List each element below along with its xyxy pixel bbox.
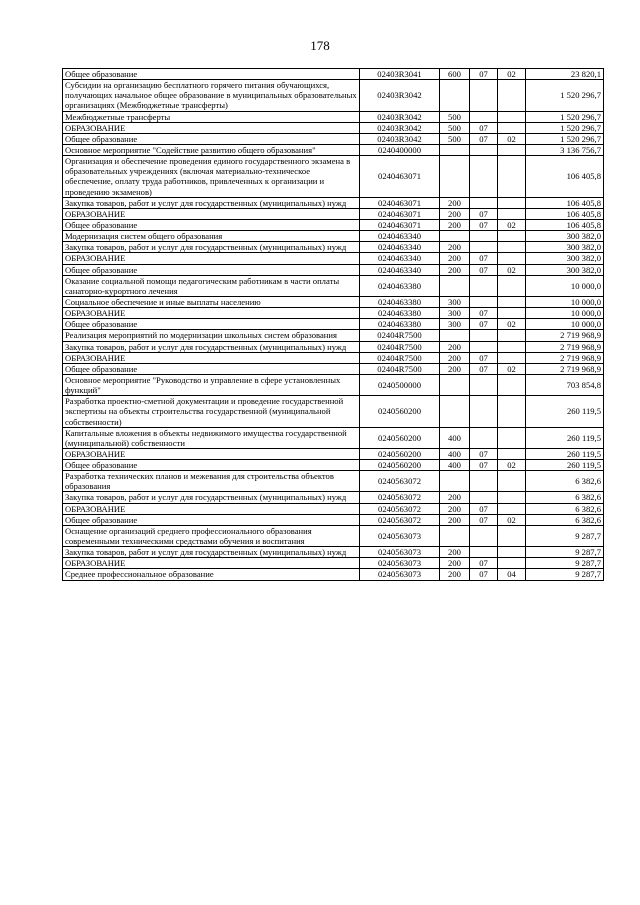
row-name: Общее образование: [63, 460, 360, 471]
amount: 2 719 968,9: [526, 352, 604, 363]
row-name: Реализация мероприятий по модернизации школьных систем образования: [63, 330, 360, 341]
row-name: Основное мероприятие "Содействие развитию общего образования": [63, 144, 360, 155]
table-row: [63, 525, 604, 546]
subsection-code: 02: [498, 319, 526, 330]
expense-group: [440, 396, 470, 427]
row-name: Организация и обеспечение проведения единого государственного экзамена в образовательных учреждениях (включая материально-техническое обеспечение, оплату труда работников, привлеченных к организации и проведению экзаменов): [63, 156, 360, 198]
target-code: 0240563072: [360, 492, 440, 503]
subsection-code: 02: [498, 219, 526, 230]
expense-group: 500: [440, 133, 470, 144]
row-name: Общее образование: [63, 363, 360, 374]
section-code: [470, 427, 498, 448]
table-row: [63, 253, 604, 264]
subsection-code: [498, 352, 526, 363]
table-row: [63, 69, 604, 80]
amount: 2 719 968,9: [526, 341, 604, 352]
subsection-code: 02: [498, 363, 526, 374]
expense-group: [440, 144, 470, 155]
table-row: [63, 197, 604, 208]
subsection-code: 02: [498, 133, 526, 144]
section-code: [470, 341, 498, 352]
row-name: Оказание социальной помощи педагогическим работникам в части оплаты санаторно-курортного лечения: [63, 275, 360, 296]
amount: 106 405,8: [526, 208, 604, 219]
table-row: [63, 133, 604, 144]
subsection-code: [498, 448, 526, 459]
subsection-code: [498, 197, 526, 208]
table-row: [63, 374, 604, 395]
table-row: [63, 122, 604, 133]
table-row: [63, 275, 604, 296]
expense-group: [440, 525, 470, 546]
subsection-code: [498, 547, 526, 558]
row-name: Общее образование: [63, 319, 360, 330]
amount: 300 382,0: [526, 242, 604, 253]
section-code: [470, 144, 498, 155]
row-name: Среднее профессиональное образование: [63, 569, 360, 580]
expense-group: 200: [440, 253, 470, 264]
subsection-code: [498, 208, 526, 219]
section-code: 07: [470, 122, 498, 133]
amount: 9 287,7: [526, 558, 604, 569]
target-code: 0240560200: [360, 396, 440, 427]
row-name: Закупка товаров, работ и услуг для государственных (муниципальных) нужд: [63, 341, 360, 352]
subsection-code: 02: [498, 264, 526, 275]
amount: 23 820,1: [526, 69, 604, 80]
row-name: Закупка товаров, работ и услуг для государственных (муниципальных) нужд: [63, 492, 360, 503]
amount: 260 119,5: [526, 460, 604, 471]
target-code: 0240463340: [360, 264, 440, 275]
table-row: [63, 569, 604, 580]
section-code: 07: [470, 133, 498, 144]
section-code: 07: [470, 219, 498, 230]
subsection-code: [498, 308, 526, 319]
table-row: [63, 363, 604, 374]
target-code: 0240563072: [360, 514, 440, 525]
row-name: Закупка товаров, работ и услуг для государственных (муниципальных) нужд: [63, 197, 360, 208]
expense-group: [440, 156, 470, 198]
table-row: [63, 558, 604, 569]
target-code: 0240463340: [360, 242, 440, 253]
row-name: ОБРАЗОВАНИЕ: [63, 122, 360, 133]
table-row: [63, 352, 604, 363]
expense-group: 200: [440, 503, 470, 514]
table-row: [63, 460, 604, 471]
expense-group: 200: [440, 208, 470, 219]
target-code: 0240463380: [360, 296, 440, 307]
amount: 106 405,8: [526, 156, 604, 198]
section-code: 07: [470, 569, 498, 580]
section-code: 07: [470, 319, 498, 330]
amount: 6 382,6: [526, 514, 604, 525]
section-code: [470, 492, 498, 503]
table-row: [63, 471, 604, 492]
row-name: ОБРАЗОВАНИЕ: [63, 503, 360, 514]
amount: 1 520 296,7: [526, 80, 604, 111]
amount: 1 520 296,7: [526, 133, 604, 144]
amount: 2 719 968,9: [526, 363, 604, 374]
target-code: 0240463071: [360, 197, 440, 208]
row-name: Общее образование: [63, 514, 360, 525]
section-code: 07: [470, 448, 498, 459]
target-code: 0240563073: [360, 547, 440, 558]
section-code: [470, 471, 498, 492]
target-code: 02404R7500: [360, 363, 440, 374]
subsection-code: [498, 242, 526, 253]
row-name: Межбюджетные трансферты: [63, 111, 360, 122]
expense-group: 500: [440, 111, 470, 122]
amount: 3 136 756,7: [526, 144, 604, 155]
amount: 2 719 968,9: [526, 330, 604, 341]
target-code: 0240400000: [360, 144, 440, 155]
section-code: 07: [470, 503, 498, 514]
expense-group: [440, 330, 470, 341]
row-name: Оснащение организаций среднего профессионального образования современными техническими средствами обучения и воспитания: [63, 525, 360, 546]
table-row: [63, 242, 604, 253]
table-row: [63, 308, 604, 319]
row-name: ОБРАЗОВАНИЕ: [63, 208, 360, 219]
target-code: 02404R7500: [360, 330, 440, 341]
table-row: [63, 547, 604, 558]
target-code: 0240560200: [360, 427, 440, 448]
expense-group: 600: [440, 69, 470, 80]
table-row: [63, 492, 604, 503]
subsection-code: 02: [498, 514, 526, 525]
table-row: [63, 341, 604, 352]
expense-group: 200: [440, 197, 470, 208]
page-number: 178: [310, 38, 330, 53]
amount: 300 382,0: [526, 231, 604, 242]
subsection-code: 04: [498, 569, 526, 580]
section-code: 07: [470, 253, 498, 264]
amount: 260 119,5: [526, 427, 604, 448]
subsection-code: 02: [498, 69, 526, 80]
target-code: 0240463071: [360, 219, 440, 230]
table-row: [63, 396, 604, 427]
section-code: [470, 242, 498, 253]
row-name: Социальное обеспечение и иные выплаты населению: [63, 296, 360, 307]
row-name: ОБРАЗОВАНИЕ: [63, 253, 360, 264]
section-code: [470, 296, 498, 307]
expense-group: 200: [440, 514, 470, 525]
subsection-code: [498, 374, 526, 395]
target-code: 0240463340: [360, 253, 440, 264]
subsection-code: [498, 111, 526, 122]
row-name: ОБРАЗОВАНИЕ: [63, 558, 360, 569]
expense-group: 200: [440, 242, 470, 253]
target-code: 0240560200: [360, 448, 440, 459]
target-code: 0240563072: [360, 471, 440, 492]
subsection-code: [498, 231, 526, 242]
section-code: 07: [470, 208, 498, 219]
table-row: [63, 264, 604, 275]
section-code: [470, 374, 498, 395]
section-code: [470, 156, 498, 198]
row-name: ОБРАЗОВАНИЕ: [63, 448, 360, 459]
subsection-code: [498, 503, 526, 514]
subsection-code: [498, 525, 526, 546]
amount: 106 405,8: [526, 197, 604, 208]
subsection-code: [498, 558, 526, 569]
expense-group: [440, 231, 470, 242]
table-row: [63, 503, 604, 514]
expense-group: 200: [440, 264, 470, 275]
section-code: 07: [470, 352, 498, 363]
subsection-code: [498, 253, 526, 264]
section-code: 07: [470, 69, 498, 80]
target-code: 0240463071: [360, 208, 440, 219]
table-row: [63, 156, 604, 198]
expense-group: 200: [440, 492, 470, 503]
subsection-code: [498, 156, 526, 198]
table-row: [63, 330, 604, 341]
target-code: 02404R7500: [360, 341, 440, 352]
target-code: 0240563073: [360, 569, 440, 580]
row-name: Общее образование: [63, 133, 360, 144]
subsection-code: [498, 341, 526, 352]
expense-group: [440, 275, 470, 296]
target-code: 0240563073: [360, 558, 440, 569]
section-code: [470, 330, 498, 341]
section-code: [470, 197, 498, 208]
subsection-code: [498, 396, 526, 427]
amount: 10 000,0: [526, 308, 604, 319]
section-code: 07: [470, 558, 498, 569]
row-name: Общее образование: [63, 264, 360, 275]
expense-group: 200: [440, 558, 470, 569]
expense-group: 400: [440, 427, 470, 448]
expense-group: 200: [440, 219, 470, 230]
budget-table: [62, 68, 604, 581]
row-name: ОБРАЗОВАНИЕ: [63, 308, 360, 319]
target-code: 0240560200: [360, 460, 440, 471]
amount: 6 382,6: [526, 492, 604, 503]
subsection-code: 02: [498, 460, 526, 471]
amount: 260 119,5: [526, 448, 604, 459]
subsection-code: [498, 492, 526, 503]
table-row: [63, 427, 604, 448]
expense-group: [440, 471, 470, 492]
row-name: ОБРАЗОВАНИЕ: [63, 352, 360, 363]
row-name: Закупка товаров, работ и услуг для государственных (муниципальных) нужд: [63, 242, 360, 253]
expense-group: 200: [440, 569, 470, 580]
amount: 300 382,0: [526, 264, 604, 275]
target-code: 02403R3042: [360, 80, 440, 111]
expense-group: 200: [440, 352, 470, 363]
target-code: 0240563073: [360, 525, 440, 546]
expense-group: 400: [440, 448, 470, 459]
subsection-code: [498, 296, 526, 307]
table-row: [63, 208, 604, 219]
amount: 9 287,7: [526, 547, 604, 558]
target-code: 02403R3042: [360, 122, 440, 133]
target-code: 0240463340: [360, 231, 440, 242]
table-row: [63, 111, 604, 122]
target-code: 02403R3042: [360, 111, 440, 122]
row-name: Закупка товаров, работ и услуг для государственных (муниципальных) нужд: [63, 547, 360, 558]
expense-group: 500: [440, 122, 470, 133]
section-code: 07: [470, 460, 498, 471]
amount: 10 000,0: [526, 319, 604, 330]
expense-group: [440, 80, 470, 111]
budget-table-body: [63, 69, 604, 581]
row-name: Субсидии на организацию бесплатного горячего питания обучающихся, получающих начальное общее образование в муниципальных образовательных организациях (Межбюджетные трансферты): [63, 80, 360, 111]
section-code: [470, 396, 498, 427]
row-name: Основное мероприятие "Руководство и управление в сфере установленных функций": [63, 374, 360, 395]
amount: 260 119,5: [526, 396, 604, 427]
section-code: [470, 525, 498, 546]
amount: 1 520 296,7: [526, 111, 604, 122]
amount: 10 000,0: [526, 275, 604, 296]
amount: 300 382,0: [526, 253, 604, 264]
section-code: 07: [470, 514, 498, 525]
row-name: Модернизация систем общего образования: [63, 231, 360, 242]
section-code: [470, 111, 498, 122]
subsection-code: [498, 471, 526, 492]
target-code: 0240500000: [360, 374, 440, 395]
table-row: [63, 219, 604, 230]
section-code: 07: [470, 363, 498, 374]
expense-group: 300: [440, 308, 470, 319]
target-code: 02403R3042: [360, 133, 440, 144]
amount: 6 382,6: [526, 503, 604, 514]
table-row: [63, 296, 604, 307]
subsection-code: [498, 122, 526, 133]
table-row: [63, 319, 604, 330]
table-row: [63, 231, 604, 242]
row-name: Капитальные вложения в объекты недвижимого имущества государственной (муниципальной) собственности: [63, 427, 360, 448]
expense-group: 400: [440, 460, 470, 471]
section-code: [470, 547, 498, 558]
expense-group: 200: [440, 547, 470, 558]
amount: 106 405,8: [526, 219, 604, 230]
row-name: Разработка проектно-сметной документации и проведение государственной экспертизы на объекты строительства государственной (муниципальной собственности): [63, 396, 360, 427]
section-code: [470, 275, 498, 296]
expense-group: 200: [440, 363, 470, 374]
table-row: [63, 144, 604, 155]
subsection-code: [498, 427, 526, 448]
target-code: 02403R3041: [360, 69, 440, 80]
target-code: 02404R7500: [360, 352, 440, 363]
table-row: [63, 514, 604, 525]
row-name: Общее образование: [63, 69, 360, 80]
expense-group: 300: [440, 296, 470, 307]
expense-group: 300: [440, 319, 470, 330]
amount: 10 000,0: [526, 296, 604, 307]
section-code: [470, 80, 498, 111]
amount: 1 520 296,7: [526, 122, 604, 133]
subsection-code: [498, 275, 526, 296]
amount: 6 382,6: [526, 471, 604, 492]
subsection-code: [498, 330, 526, 341]
section-code: [470, 231, 498, 242]
amount: 9 287,7: [526, 569, 604, 580]
subsection-code: [498, 80, 526, 111]
amount: 703 854,8: [526, 374, 604, 395]
target-code: 0240563072: [360, 503, 440, 514]
target-code: 0240463380: [360, 308, 440, 319]
expense-group: 200: [440, 341, 470, 352]
target-code: 0240463380: [360, 275, 440, 296]
expense-group: [440, 374, 470, 395]
section-code: 07: [470, 308, 498, 319]
amount: 9 287,7: [526, 525, 604, 546]
table-row: [63, 448, 604, 459]
row-name: Общее образование: [63, 219, 360, 230]
target-code: 0240463380: [360, 319, 440, 330]
row-name: Разработка технических планов и межевания для строительства объектов образования: [63, 471, 360, 492]
target-code: 0240463071: [360, 156, 440, 198]
section-code: 07: [470, 264, 498, 275]
table-row: [63, 80, 604, 111]
subsection-code: [498, 144, 526, 155]
